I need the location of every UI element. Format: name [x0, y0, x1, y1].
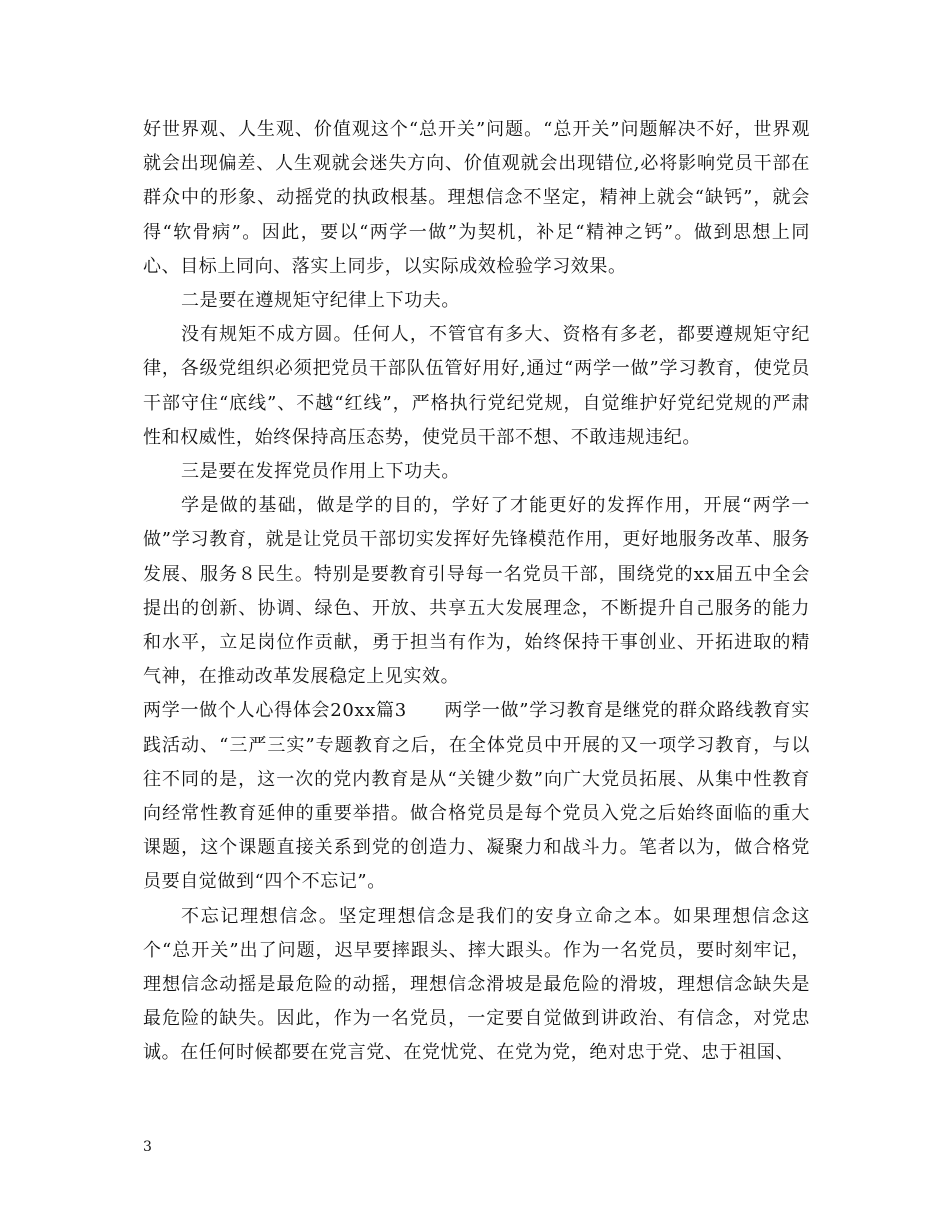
body-text [143, 113, 810, 1071]
page-number: 3 [143, 1139, 152, 1155]
paragraph-rules-discipline: 没有规矩不成方圆。任何人，不管官有多大、资格有多老，都要遵规矩守纪律，各级党组织必须把党员干部队伍管好用好,通过“两学一做”学习教育，使党员干部守住“底线”、不越“红线”，严格执行党纪党规，自觉维护好党纪党规的严肃性和权威性，始终保持高压态势，使党员干部不想、不敢违规违纪。 [143, 324, 810, 448]
paragraph-ideals-beliefs: 不忘记理想信念。坚定理想信念是我们的安身立命之本。如果理想信念这个“总开关”出了问题，迟早要摔跟头、摔大跟头。作为一名党员，要时刻牢记，理想信念动摇是最危险的动摇，理想信念滑坡是最危险的滑坡，理想信念缺失是最危险的缺失。因此，作为一名党员，一定要自觉做到讲政治、有信念，对党忠诚。在任何时候都要在党言党、在党忧党、在党为党，绝对忠于党、忠于祖国、 [143, 905, 810, 1064]
paragraph-continuation-1: 好世界观、人生观、价值观这个“总开关”问题。“总开关”问题解决不好，世界观就会出现偏差、人生观就会迷失方向、价值观就会出现错位,必将影响党员干部在群众中的形象、动摇党的执政根基。理想信念不坚定，精神上就会“缺钙”，就会得“软骨病”。因此，要以“两学一做”为契机，补足“精神之钙”。做到思想上同心、目标上同向、落实上同步，以实际成效检验学习效果。 [143, 119, 810, 277]
paragraph-article-3-intro: 两学一做个人心得体会20xx篇3 两学一做”学习教育是继党的群众路线教育实践活动、“三严三实”专题教育之后，在全体党员中开展的又一项学习教育，与以往不同的是，这一次的党内教育是从“关键少数”向广大党员拓展、从集中性教育向经常性教育延伸的重要举措。做合格党员是每个党员入党之后始终面临的重大课题，这个课题直接关系到党的创造力、凝聚力和战斗力。笔者以为，做合格党员要自觉做到“四个不忘记”。 [143, 700, 810, 893]
section-heading-3: 三是要在发挥党员作用上下功夫。 [181, 461, 460, 483]
paragraph-party-role: 学是做的基础，做是学的目的，学好了才能更好的发挥作用，开展“两学一做”学习教育，就是让党员干部切实发挥好先锋模范作用，更好地服务改革、服务发展、服务８民生。特别是要教育引导每一名党员干部，围绕党的xx届五中全会提出的创新、协调、绿色、开放、共享五大发展理念，不断提升自己服务的能力和水平，立足岗位作贡献，勇于担当有作为，始终保持干事创业、开拓进取的精气神，在推动改革发展稳定上见实效。 [143, 495, 810, 688]
section-heading-2: 二是要在遵规矩守纪律上下功夫。 [181, 290, 460, 312]
